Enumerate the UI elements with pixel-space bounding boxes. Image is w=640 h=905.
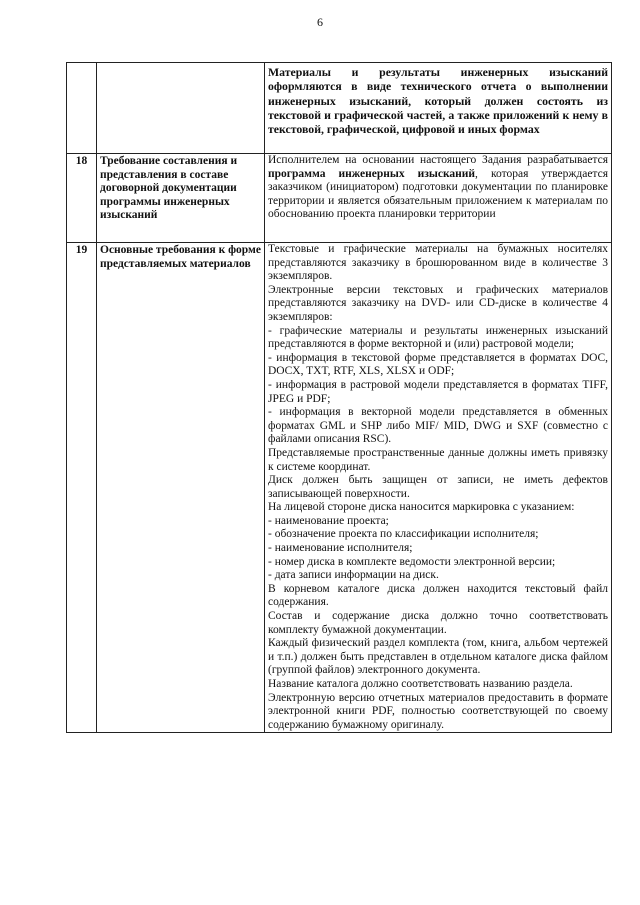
content-paragraph	[268, 154, 608, 222]
content-text: Исполнителем на основании настоящего Задания разрабатывается	[268, 154, 608, 166]
content-paragraph: - графические материалы и результаты инженерных изысканий представляются в форме векторной и (или) растровой модели;	[268, 324, 608, 351]
requirements-table	[66, 62, 612, 733]
content-paragraph: Текстовые и графические материалы на бумажных носителях представляются заказчику в брошюрованном виде в количестве 3 экземпляров.	[268, 243, 608, 283]
content-text: , которая утверждается заказчиком (инициатором) подготовки документации по планировке территории и является обязательным приложением к материалам по обоснованию проекта планировки территории	[268, 167, 608, 221]
content-paragraph: Представляемые пространственные данные должны иметь привязку к системе координат.	[268, 446, 608, 473]
content-paragraph: Состав и содержание диска должно точно соответствовать комплекту бумажной документации.	[268, 610, 608, 636]
content-paragraph: - обозначение проекта по классификации исполнителя;	[268, 528, 539, 541]
row-number-cell: 18	[67, 154, 97, 243]
row-content-cell	[265, 243, 612, 733]
row-number-cell	[67, 63, 97, 154]
table-row	[67, 154, 612, 243]
row-title-cell: Основные требования к форме представляемых материалов	[97, 243, 265, 733]
row-title-cell: Требование составления и представления в составе договорной документации программы инженерных изысканий	[97, 154, 265, 243]
content-paragraph: В корневом каталоге диска должен находится текстовый файл содержания.	[268, 582, 608, 609]
table-row	[67, 63, 612, 154]
content-paragraph: Название каталога должно соответствовать названию раздела.	[268, 678, 573, 690]
content-paragraph: Материалы и результаты инженерных изысканий оформляются в виде технического отчета о выполнении инженерных изысканий, который должен состоять из текстовой и графической частей, а также приложений к нему в текстовой, графической, цифровой и иных формах	[268, 65, 608, 137]
content-paragraph: - информация в растровой модели представляется в форматах TIFF, JPEG и PDF;	[268, 378, 608, 405]
content-paragraph: - информация в векторной модели представляется в обменных форматах GML и SHP либо MIF/ MID, DWG и SXF (совместно с файлами описания RSC).	[268, 406, 608, 446]
content-paragraph: Электронные версии текстовых и графических материалов представляются заказчику на DVD- или CD-диске в количестве 4 экземпляров:	[268, 283, 608, 323]
content-paragraph: - номер диска в комплекте ведомости электронной версии;	[268, 555, 556, 568]
table-row	[67, 243, 612, 733]
row-content-cell	[265, 63, 612, 154]
content-paragraph: Электронную версию отчетных материалов предоставить в формате электронной книги PDF, полностью соответствующей по своему содержанию бумажному оригиналу.	[268, 691, 608, 731]
content-paragraph: На лицевой стороне диска наносится маркировка с указанием:	[268, 501, 575, 514]
content-paragraph: Каждый физический раздел комплекта (том, книга, альбом чертежей и т.п.) должен быть представлен в отдельном каталоге диска файлом (группой файлов) электронного документа.	[268, 637, 608, 677]
content-paragraph: - наименование проекта;	[268, 514, 389, 527]
content-bold-text: программа инженерных изысканий	[268, 167, 476, 180]
content-paragraph: - информация в текстовой форме представляется в форматах DOC, DOCX, TXT, RTF, XLS, XLSX и ODF;	[268, 351, 608, 378]
content-paragraph: - наименование исполнителя;	[268, 542, 413, 555]
content-paragraph: - дата записи информации на диск.	[268, 569, 439, 582]
content-paragraph: Диск должен быть защищен от записи, не иметь дефектов записывающей поверхности.	[268, 474, 608, 500]
page-number: 6	[317, 15, 323, 29]
row-content-cell	[265, 154, 612, 243]
row-title-cell	[97, 63, 265, 154]
row-number-cell: 19	[67, 243, 97, 733]
